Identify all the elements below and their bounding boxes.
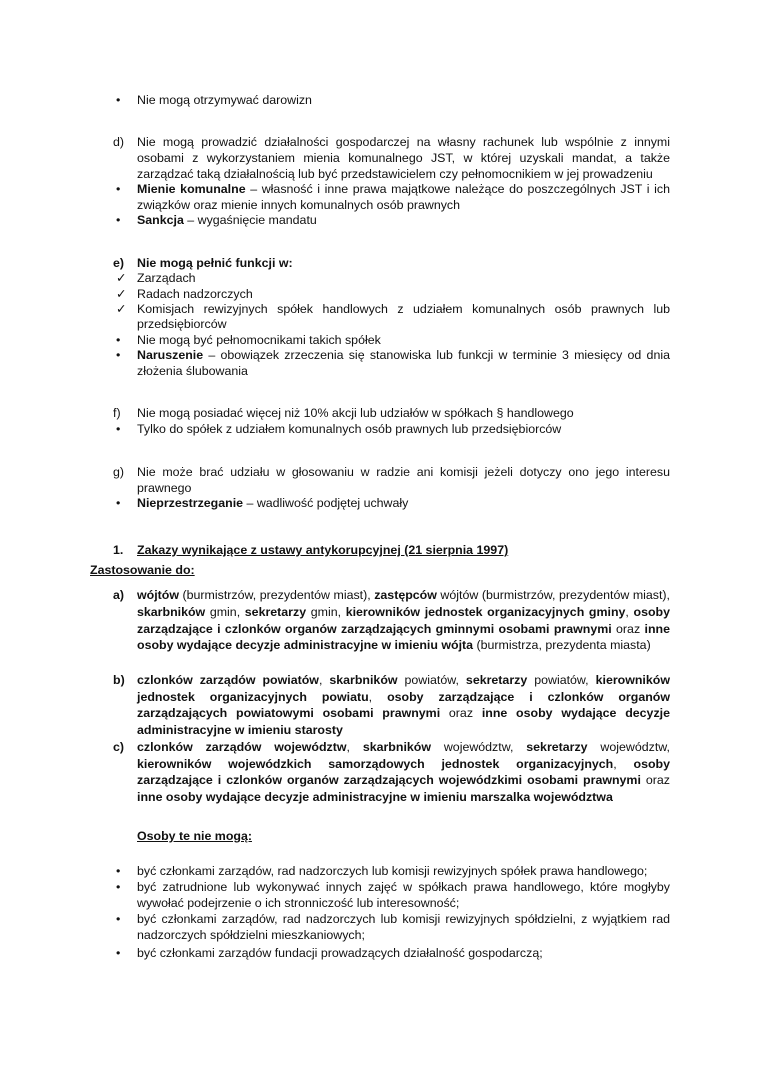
- text: Nie mogą otrzymywać darowizn: [137, 93, 312, 107]
- list-marker: b): [113, 673, 125, 687]
- text: ,: [625, 604, 634, 619]
- bold-text: sekretarzy: [526, 740, 588, 754]
- list-item: [116, 333, 670, 349]
- list-item: [116, 93, 670, 109]
- bold-text: osoby zarządzające i czlonków organów zarządzających powiatowymi osobami prawnymi: [137, 689, 670, 721]
- text: gmin,: [205, 604, 245, 619]
- bold-text: wójtów: [137, 588, 179, 602]
- section-heading: [137, 828, 670, 844]
- list-marker: d): [113, 135, 125, 149]
- list-marker: e): [113, 256, 125, 270]
- text: powiatów,: [397, 673, 466, 687]
- bold-text: Nieprzestrzeganie: [137, 496, 244, 510]
- text: Radach nadzorczych: [137, 287, 253, 301]
- bold-text: sekretarzy: [244, 604, 307, 619]
- list-item: [116, 182, 670, 213]
- bold-text: inne osoby wydające decyzje administracyjne w imieniu starosty: [137, 706, 670, 737]
- section-heading: [90, 562, 623, 578]
- text: oraz: [640, 773, 671, 788]
- text: – wadliwość podjętej uchwały: [243, 496, 409, 510]
- bold-text: skarbników: [329, 673, 398, 687]
- list-item: [116, 879, 670, 911]
- bullet-icon: •: [116, 422, 121, 436]
- bold-text: zastępców: [374, 588, 437, 602]
- bullet-icon: •: [116, 213, 121, 227]
- text: Nie mogą posiadać więcej niż 10% akcji lub udziałów w spółkach § handlowego: [137, 406, 574, 420]
- bold-text: kierowników wojewódzkich samorządowych jednostek organizacyjnych: [137, 756, 614, 771]
- list-marker: 1.: [113, 543, 124, 557]
- bold-text: sekretarzy: [465, 673, 528, 687]
- bullet-icon: •: [116, 864, 121, 878]
- list-item: [113, 464, 670, 496]
- text: województw,: [431, 740, 527, 754]
- text: ,: [613, 756, 634, 771]
- bullet-icon: •: [116, 333, 121, 347]
- list-item: [116, 271, 670, 287]
- list-item: [113, 406, 670, 422]
- list-marker: a): [113, 588, 125, 602]
- bold-text: Zastosowanie do:: [90, 563, 195, 577]
- text: – obowiązek zrzeczenia się stanowiska lub funkcji w terminie 3 miesięcy od dnia złożenia ślubowania: [137, 348, 670, 378]
- bullet-icon: •: [116, 496, 121, 510]
- text: gmin,: [306, 604, 346, 619]
- text: być zatrudnione lub wykonywać innych zajęć w spółkach prawa handlowego, które mogłyby wywołać podejrzenie o ich stronniczość lub interesowność;: [137, 880, 670, 911]
- checkmark-icon: ✓: [116, 302, 127, 316]
- list-item: [116, 863, 670, 879]
- list-item: [113, 739, 671, 806]
- text: wójtów (burmistrzów, prezydentów miast),: [436, 588, 670, 602]
- bullet-icon: •: [116, 880, 121, 894]
- list-item: [113, 587, 670, 654]
- bullet-icon: •: [116, 93, 121, 107]
- bold-text: kierowników jednostek organizacyjnych powiatu: [137, 673, 670, 704]
- text: ,: [318, 673, 330, 687]
- text: Tylko do spółek z udziałem komunalnych osób prawnych lub przedsiębiorców: [137, 422, 562, 436]
- checkmark-icon: ✓: [116, 271, 127, 285]
- bullet-icon: •: [116, 182, 121, 196]
- list-item: [116, 348, 670, 379]
- bold-text: osoby zarządzające i czlonków organów zarządzających gminnymi osobami prawnymi: [137, 604, 670, 636]
- list-item: [116, 496, 670, 512]
- text: Nie mogą prowadzić działalności gospodarczej na własny rachunek lub wspólnie z innymi osobami z wykorzystaniem mienia komunalnego JST, w której uzyskali mandat, a także zarządzać taką działalnością lub być przedstawicielem czy pełnomocnikiem w jej prowadzeniu: [137, 135, 670, 181]
- bold-text: skarbników: [137, 604, 206, 619]
- list-marker: g): [113, 465, 125, 479]
- bold-text: czlonków zarządów powiatów: [137, 673, 319, 687]
- list-marker: c): [113, 740, 125, 754]
- bold-text: inne osoby wydające decyzje administracyjne w imieniu marszalka województwa: [137, 790, 613, 805]
- text: (burmistrza, prezydenta miasta): [473, 638, 651, 653]
- bold-text: Osoby te nie mogą:: [137, 829, 252, 843]
- list-item: [113, 256, 670, 272]
- list-item: [116, 945, 670, 961]
- list-marker: f): [113, 406, 121, 420]
- text: oraz: [611, 621, 645, 636]
- bullet-icon: •: [116, 946, 121, 960]
- text: ,: [368, 689, 388, 704]
- text: województw,: [587, 740, 670, 754]
- list-item: [116, 911, 670, 943]
- list-item: [116, 302, 670, 333]
- text: oraz: [440, 706, 482, 721]
- bold-text: kierowników jednostek organizacyjnych gminy: [345, 604, 626, 619]
- text: być członkami zarządów fundacji prowadzących działalność gospodarczą;: [137, 946, 543, 960]
- text: ,: [346, 740, 363, 754]
- text: być członkami zarządów, rad nadzorczych lub komisji rewizyjnych spółdzielni, z wyjątkiem rad nadzorczych spółdzielni mieszkaniowych;: [137, 912, 670, 943]
- text: Nie może brać udziału w głosowaniu w radzie ani komisji jeżeli dotyczy ono jego interesu prawnego: [137, 465, 670, 495]
- list-item: [113, 542, 670, 558]
- bold-text: Nie mogą pełnić funkcji w:: [137, 256, 293, 270]
- bold-text: inne osoby wydające decyzje administracyjne w imieniu wójta: [137, 621, 670, 653]
- bullet-icon: •: [116, 912, 121, 926]
- bold-text: Zakazy wynikające z ustawy antykorupcyjnej (21 sierpnia 1997): [137, 543, 509, 557]
- list-item: [116, 213, 670, 229]
- bold-text: skarbników: [362, 740, 431, 754]
- text: Zarządach: [137, 271, 196, 285]
- text: (burmistrzów, prezydentów miast),: [178, 588, 375, 602]
- list-item: [116, 287, 670, 303]
- text: być członkami zarządów, rad nadzorczych lub komisji rewizyjnych spółek prawa handlowego;: [137, 864, 648, 878]
- text: powiatów,: [527, 673, 596, 687]
- bold-text: Naruszenie: [137, 348, 204, 362]
- text: – własność i inne prawa majątkowe należące do poszczególnych JST i ich związków oraz mienie innych komunalnych osób prawnych: [137, 182, 670, 212]
- list-item: [116, 422, 670, 438]
- bold-text: czlonków zarządów województw: [137, 740, 347, 754]
- text: Nie mogą być pełnomocnikami takich spółek: [137, 333, 381, 347]
- bold-text: Mienie komunalne: [137, 182, 246, 196]
- text: Komisjach rewizyjnych spółek handlowych z udziałem komunalnych osób prawnych lub przedsiębiorców: [137, 302, 670, 332]
- checkmark-icon: ✓: [116, 287, 127, 301]
- bullet-icon: •: [116, 348, 121, 362]
- text: – wygaśnięcie mandatu: [183, 213, 317, 227]
- bold-text: Sankcja: [137, 213, 184, 227]
- list-item: [113, 672, 670, 738]
- bold-text: osoby zarządzające i czlonków organów zarządzających wojewódzkimi osobami prawnymi: [137, 756, 670, 788]
- list-item: [113, 135, 670, 182]
